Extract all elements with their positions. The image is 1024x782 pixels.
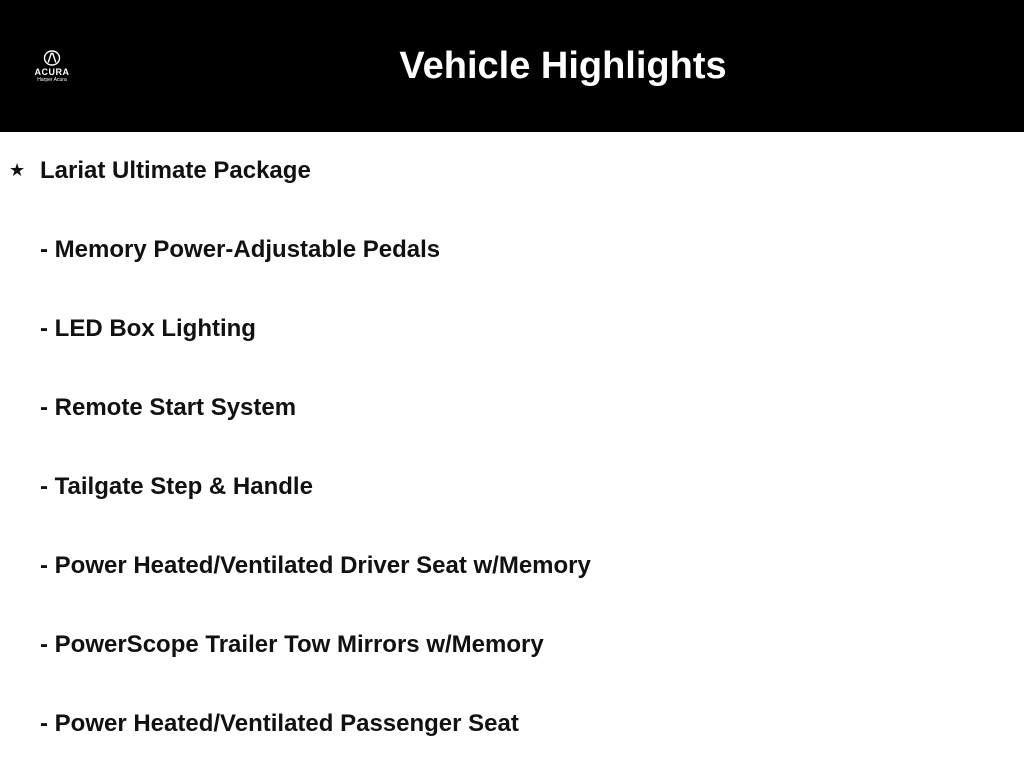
logo-dealer-text: Harper Acura xyxy=(37,77,67,83)
list-item xyxy=(0,703,1024,782)
dealer-logo xyxy=(22,50,82,90)
list-item xyxy=(0,545,1024,624)
list-item-package xyxy=(0,150,1024,229)
logo-brand-text: ACURA xyxy=(34,67,70,77)
highlight-text: - Remote Start System xyxy=(40,394,297,421)
highlight-text: - Tailgate Step & Handle xyxy=(40,473,313,500)
highlight-text: - Power Heated/Ventilated Driver Seat w/Memory xyxy=(40,552,591,579)
page-title: Vehicle Highlights xyxy=(399,45,727,87)
highlight-text: - Power Heated/Ventilated Passenger Seat xyxy=(40,710,519,737)
list-item xyxy=(0,387,1024,466)
header-banner xyxy=(0,0,1024,132)
list-item xyxy=(0,229,1024,308)
highlight-text: - Memory Power-Adjustable Pedals xyxy=(40,236,441,263)
list-item xyxy=(0,466,1024,545)
highlight-text: - LED Box Lighting xyxy=(40,315,256,342)
list-item xyxy=(0,308,1024,387)
list-item xyxy=(0,624,1024,703)
highlight-text: - PowerScope Trailer Tow Mirrors w/Memory xyxy=(40,631,544,658)
highlights-list xyxy=(0,150,1024,782)
star-icon: ★ xyxy=(9,160,26,180)
acura-logo-icon xyxy=(43,50,61,66)
package-label: Lariat Ultimate Package xyxy=(40,157,311,184)
